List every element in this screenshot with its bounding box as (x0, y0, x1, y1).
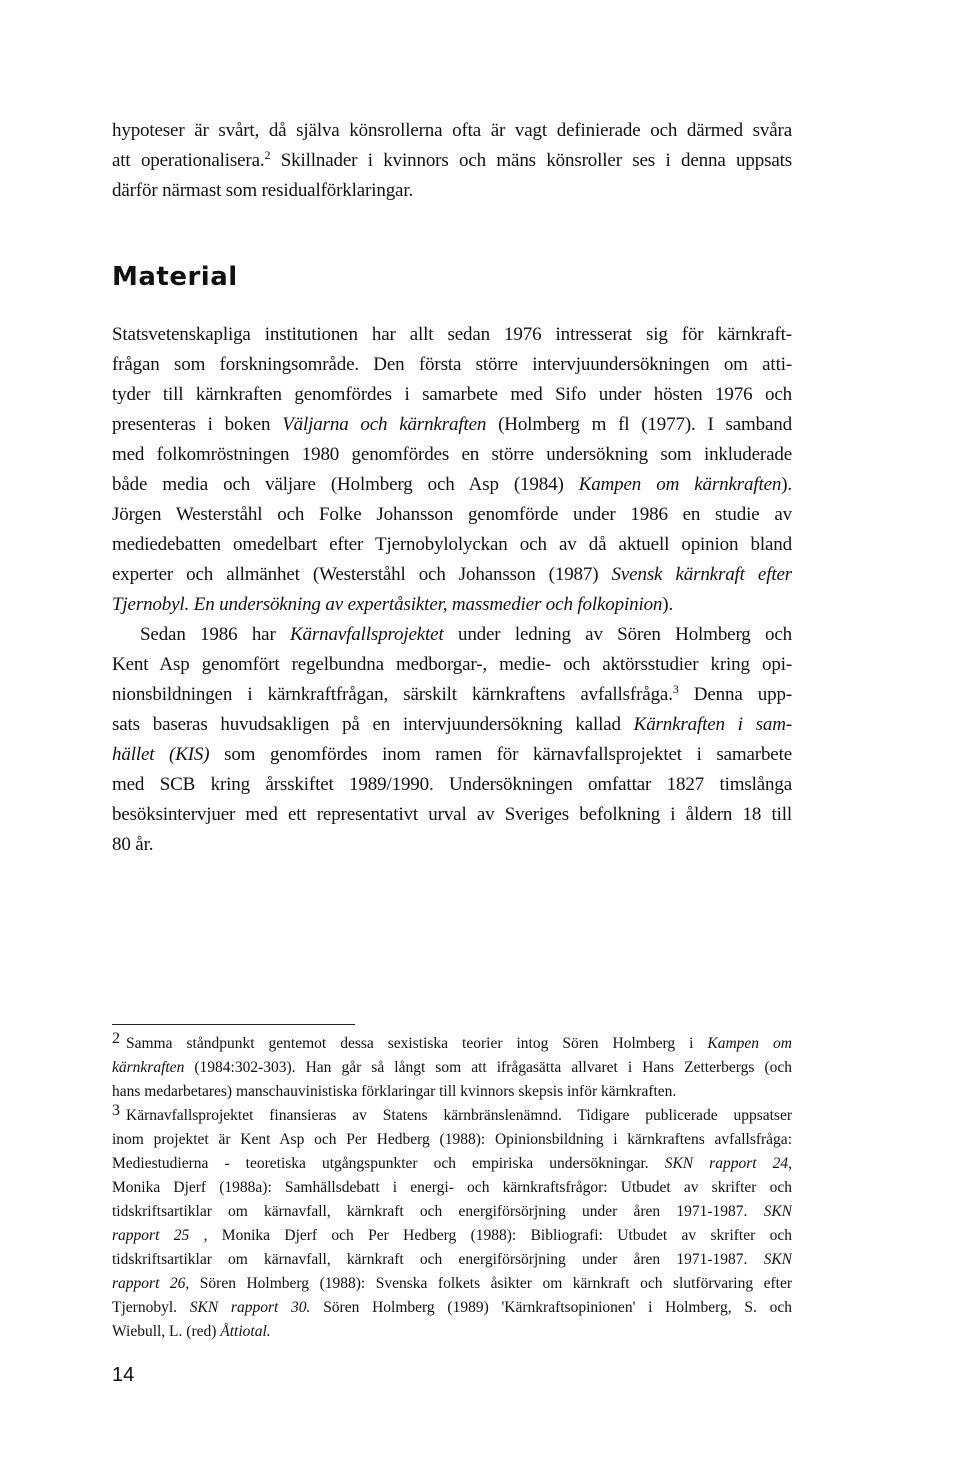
footnote-ref-2: 2 (264, 148, 271, 162)
text-line: mediedebatten omedelbart efter Tjernobylolyckan och av då aktuell opinion bland (112, 534, 792, 555)
footnote-ref-3: 3 (672, 682, 679, 696)
text-line: nionsbildningen i kärnkraftfrågan, särskilt kärnkraftens avfallsfråga.$^3$ Denna upp- (112, 682, 792, 705)
text-line: besöksintervjuer med ett representativt urval av Sveriges befolkning i åldern 18 till (112, 804, 792, 825)
text-line: med SCB kring årsskiftet 1989/1990. Undersökningen omfattar 1827 timslånga (112, 774, 792, 795)
footnote-line: rapport 25 , Monika Djerf och Per Hedberg (1988): Bibliografi: Utbudet av skrifter och (112, 1227, 792, 1244)
text-line: att operationalisera.$^2$ Skillnader i kvinnors och mäns könsroller ses i denna uppsats (112, 148, 792, 171)
footnote-line: rapport 26, Sören Holmberg (1988): Svenska folkets åsikter om kärnkraft och slutförvaring efter (112, 1275, 792, 1292)
footnote-line: Wiebull, L. (red) Åttiotal. (112, 1323, 271, 1340)
footnote-line: kärnkraften (1984:302-303). Han går så långt som att ifrågasätta allvaret i Hans Zetterbergs (och (112, 1059, 792, 1076)
footnote-number: 3 (112, 1104, 120, 1119)
text-line: med folkomröstningen 1980 genomfördes en större undersökning som inkluderade (112, 444, 792, 465)
footnote-line: Monika Djerf (1988a): Samhällsdebatt i energi- och kärnkraftsfrågor: Utbudet av skrifter och (112, 1179, 792, 1196)
text-line: frågan som forskningsområde. Den första större intervjuundersökningen om atti- (112, 354, 792, 375)
text-line: 80 år. (112, 834, 154, 855)
text-line: Tjernobyl. En undersökning av expertåsikter, massmedier och folkopinion). (112, 594, 674, 615)
intro-paragraph (112, 116, 792, 206)
text-line: sats baseras huvudsakligen på en intervjuundersökning kallad Kärnkraften i sam- (112, 714, 792, 735)
footnote-number: 2 (112, 1032, 120, 1047)
text-line: Statsvetenskapliga institutionen har allt sedan 1976 intresserat sig för kärnkraft- (112, 324, 792, 345)
footnote-divider (112, 1024, 355, 1025)
footnote-line: Tjernobyl. SKN rapport 30. Sören Holmberg (1989) 'Kärnkraftsopinionen' i Holmberg, S. och (112, 1299, 792, 1316)
footnote-line: 3 Kärnavfallsprojektet finansieras av Statens kärnbränslenämnd. Tidigare publicerade uppsatser (112, 1104, 792, 1124)
page-number: 14 (112, 1364, 135, 1386)
text-line: hället (KIS) som genomfördes inom ramen för kärnavfallsprojektet i samarbete (112, 744, 792, 765)
text-line: Jörgen Westerståhl och Folke Johansson genomförde under 1986 en studie av (112, 504, 792, 525)
footnote-line: hans medarbetares) manschauvinistiska förklaringar till kvinnors skepsis inför kärnkraften. (112, 1083, 677, 1100)
footnote-line: tidskriftsartiklar om kärnavfall, kärnkraft och energiförsörjning under åren 1971-1987. SKN (112, 1203, 792, 1220)
text-line: både media och väljare (Holmberg och Asp (1984) Kampen om kärnkraften). (112, 474, 792, 495)
footnote-line: inom projektet är Kent Asp och Per Hedberg (1988): Opinionsbildning i kärnkraftens avfallsfråga: (112, 1131, 792, 1148)
text-line: Kent Asp genomfört regelbundna medborgar-, medie- och aktörsstudier kring opi- (112, 654, 792, 675)
text-line: hypoteser är svårt, då själva könsrollerna ofta är vagt definierade och därmed svåra (112, 120, 792, 141)
text-line: tyder till kärnkraften genomfördes i samarbete med Sifo under hösten 1976 och (112, 384, 792, 405)
footnote-line: Mediestudierna - teoretiska utgångspunkter och empiriska undersökningar. SKN rapport 24, (112, 1155, 792, 1172)
footnote-line: tidskriftsartiklar om kärnavfall, kärnkraft och energiförsörjning under åren 1971-1987. SKN (112, 1251, 792, 1268)
footnotes (112, 1032, 792, 1344)
text-line: presenteras i boken Väljarna och kärnkraften (Holmberg m fl (1977). I samband (112, 414, 792, 435)
section-heading: Material (112, 262, 238, 292)
text-line: Sedan 1986 har Kärnavfallsprojektet under ledning av Sören Holmberg och (140, 624, 792, 645)
text-line: experter och allmänhet (Westerståhl och Johansson (1987) Svensk kärnkraft efter (112, 564, 792, 585)
footnote-line: 2 Samma ståndpunkt gentemot dessa sexistiska teorier intog Sören Holmberg i Kampen om (112, 1032, 792, 1052)
text-line: därför närmast som residualförklaringar. (112, 180, 414, 201)
body-paragraphs (112, 320, 792, 860)
